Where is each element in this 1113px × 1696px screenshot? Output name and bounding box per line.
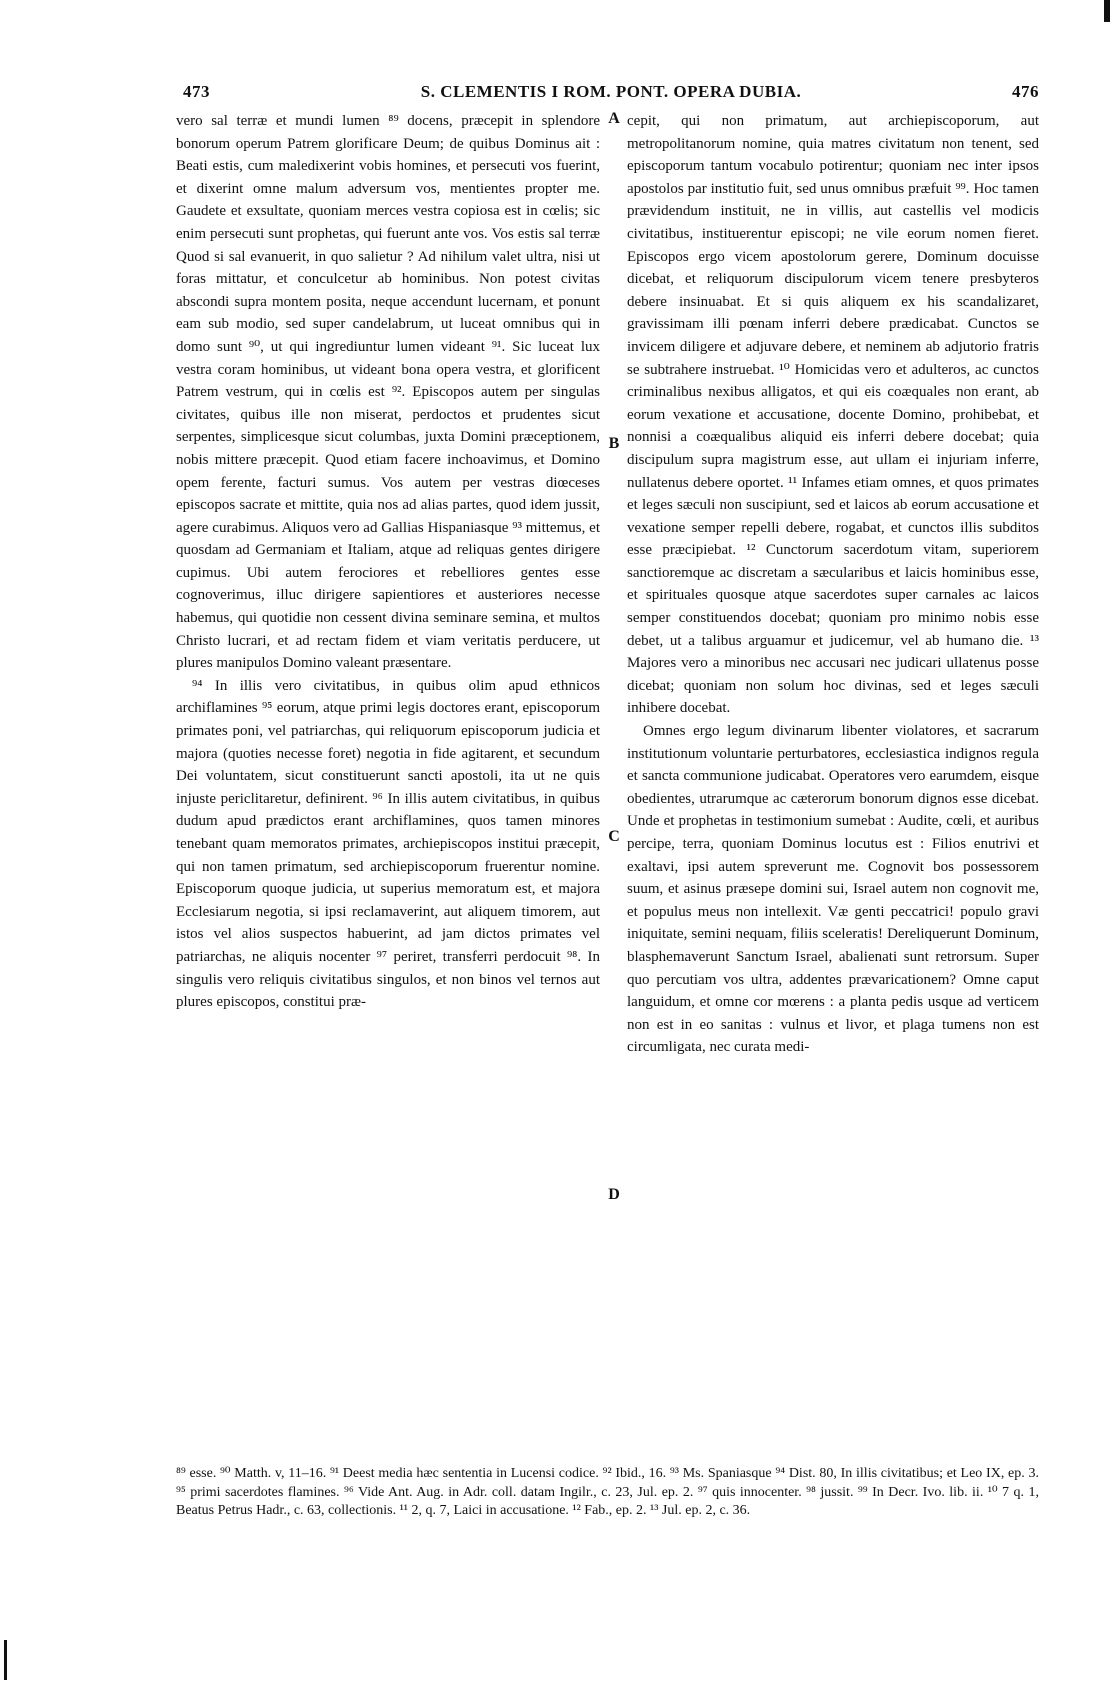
page-number-left: 473: [183, 82, 210, 101]
column-marker-c: C: [608, 828, 620, 845]
scan-edge-mark: [4, 1640, 7, 1680]
column-marker-b: B: [608, 435, 620, 452]
running-title: S. CLEMENTIS I ROM. PONT. OPERA DUBIA.: [420, 82, 802, 101]
left-paragraph: ⁹⁴ In illis vero civitatibus, in quibus olim apud ethnicos archiflamines ⁹⁵ eorum, atque primi legis doctores erant, episcoporum primates poni, vel patriarchas, qui reliquorum episcoporum judicia et majora (quoties necesse foret) negotia in fide agitarent, et secundum Dei voluntatem, sicut constituerunt sancti apostoli, ita ut ne quis injuste periclitaretur, definirent. ⁹⁶ In illis autem civitatibus, in quibus dudum apud prædictos erant archiflamines, quos tamen minores tenebant quam memoratos primates, archiepiscopos institui præcepit, qui non tamen primatum, sed archiepiscoporum fruerentur nomine. Episcoporum quoque judicia, ut superius memoratum est, et majora Ecclesiarum negotia, si ipsi reclamaverint, aut aliquem timorem, aut istos vel alios suspectos habuerint, ad jam dictos primates vel patriarchas, ne aliquis nocenter ⁹⁷ periret, transferri perdocuit ⁹⁸. In singulis vero reliquis civitatibus singulos, et non binos vel ternos aut plures episcopos, constitui præ-: [176, 677, 600, 1011]
page-number-right: 476: [1012, 82, 1039, 101]
running-header: [183, 82, 1039, 106]
column-marker-d: D: [608, 1186, 620, 1203]
right-paragraph: Omnes ergo legum divinarum libenter violatores, et sacrarum institutionum voluntarie perturbatores, ecclesiastica indignos regula et sancta communione judicabat. Operatores vero earumdem, eisque obedientes, utrarumque ac cæterorum bonorum dignos esse dicebat. Unde et prophetas in testimonium sumebat : Audite, cœli, et auribus percipe, terra, quoniam Dominus locutus est : Filios enutrivi et exaltavi, ipsi autem spreverunt me. Cognovit bos possessorem suum, et asinus præsepe domini sui, Israel autem non cognovit me, et populus meus non intellexit. Væ genti peccatrici! populo gravi iniquitate, semini nequam, filiis sceleratis! Dereliquerunt Dominum, blasphemaverunt Sanctum Israel, abalienati sunt retrorsum. Super quo percutiam vos ultra, addentes prævaricationem? Omne caput languidum, et omne cor mœrens : a planta pedis usque ad verticem non est in eo sanitas : vulnus et livor, et plaga tumens non est circumligata, nec curata medi-: [627, 723, 1039, 1056]
scan-edge-mark: [1104, 0, 1110, 22]
left-column: [176, 110, 600, 1014]
footnotes: ⁸⁹ esse. ⁹⁰ Matth. v, 11–16. ⁹¹ Deest media hæc sententia in Lucensi codice. ⁹² Ibid., 16. ⁹³ Ms. Spaniasque ⁹⁴ Dist. 80, In illis civitatibus; et Leo IX, ep. 3. ⁹⁵ primi sacerdotes flamines. ⁹⁶ Vide Ant. Aug. in Adr. coll. datam Ingilr., c. 23, Jul. ep. 2. ⁹⁷ quis innocenter. ⁹⁸ jussit. ⁹⁹ In Decr. Ivo. lib. ii. ¹⁰ 7 q. 1, Beatus Petrus Hadr., c. 63, collectionis. ¹¹ 2, q. 7, Laici in accusatione. ¹² Fab., ep. 2. ¹³ Jul. ep. 2, c. 36.: [176, 1466, 1039, 1518]
right-paragraph: cepit, qui non primatum, aut archiepiscoporum, aut metropolitanorum nomine, quia matres civitatum non tenent, sed episcoporum tantum vocabulo potirentur; quoniam nec inter ipsos apostolos par institutio fuit, sed unus omnibus præfuit ⁹⁹. Hoc tamen prævidendum instituit, ne in villis, aut castellis vel modicis civitatibus, instituerentur episcopi; ne vile eorum nomen fieret. Episcopos ergo vicem apostolorum gerere, Dominum docuisse dicebat, et reliquorum discipulorum vicem tenere presbyteros debere insinuabat. Et si quis aliquem ex his scandalizaret, gravissimam illi pœnam inferri debere prædicabat. Cunctos se invicem diligere et adjuvare debere, et neminem ab adjutorio fratris se subtrahere instruebat. ¹⁰ Homicidas vero et adulteros, ac cunctos criminalibus nexibus alligatos, et qui eis coæquales non erant, ab eorum vexatione et accusatione, docente Domino, prohibebat, et nonnisi a coæqualibus aliquid eis inferri debere docebat; quia discipulum supra magistrum esse, aut ullam ei injuriam inferre, nullatenus debere oportet. ¹¹ Infames etiam omnes, et quos primates et leges sæculi non suscipiunt, sed et laicos ab eorum accusatione et vexatione semper repelli debere, rogabat, et cunctos illis subditos esse præcipiebat. ¹² Cunctorum sacerdotum vitam, superiorem sanctioremque ac discretam a sæcularibus et laicis hominibus esse, et spirituales quosque atque sacerdotes super carnales ac laicos semper constituendos docebat; quoniam pro minimo nobis esse debet, ut a talibus arguamur et judicemur, vel ab humano die. ¹³ Majores vero a minoribus nec accusari nec judicari ullatenus posse dicebat; quoniam non solum hoc divinas, sed et leges sæculi inhibere docebat.: [627, 113, 1039, 717]
right-column: [627, 110, 1039, 1059]
left-paragraph: vero sal terræ et mundi lumen ⁸⁹ docens, præcepit in splendore bonorum operum Patrem glorificare Deum; de quibus Dominus ait : Beati estis, cum maledixerint vobis homines, et persecuti vos fuerint, et dixerint omne malum adversum vos, mentientes propter me. Gaudete et exsultate, quoniam merces vestra copiosa est in cœlis; sic enim persecuti sunt prophetas, qui fuerunt ante vos. Vos estis sal terræ Quod si sal evanuerit, in quo salietur ? Ad nihilum valet ultra, nisi ut foras mittatur, et conculcetur ab hominibus. Non potest civitas abscondi supra montem posita, neque accendunt lucernam, et ponunt eam sub modio, sed super candelabrum, ut luceat omnibus qui in domo sunt ⁹⁰, ut qui ingrediuntur lumen videant ⁹¹. Sic luceat lux vestra coram hominibus, ut videant bona opera vestra, et glorificent Patrem vestrum, qui in cœlis est ⁹². Episcopos autem per singulas civitates, quibus ille non miserat, perdoctos et prudentes sicut serpentes, simplicesque sicut columbas, juxta Domini præceptionem, nobis mittere præcepit. Quod etiam facere inchoavimus, et Domino opem ferente, facturi sumus. Vos autem per vestras diœceses episcopos sacrate et mittite, quia nos ad alias partes, quod idem jussit, agere curabimus. Aliquos vero ad Gallias Hispaniasque ⁹³ mittemus, et quosdam ad Germaniam et Italiam, atque ad reliquas gentes dirigere cupimus. Ubi autem ferociores et rebelliores gentes esse cognoverimus, illuc dirigere sapientiores et austeriores necesse habemus, qui quotidie non cessent divina seminare semina, et multos Christo lucrari, et ad rectam fidem et viam veritatis perducere, ut plures manipulos Domino valeant præsentare.: [176, 113, 600, 672]
column-marker-a: A: [608, 110, 620, 127]
